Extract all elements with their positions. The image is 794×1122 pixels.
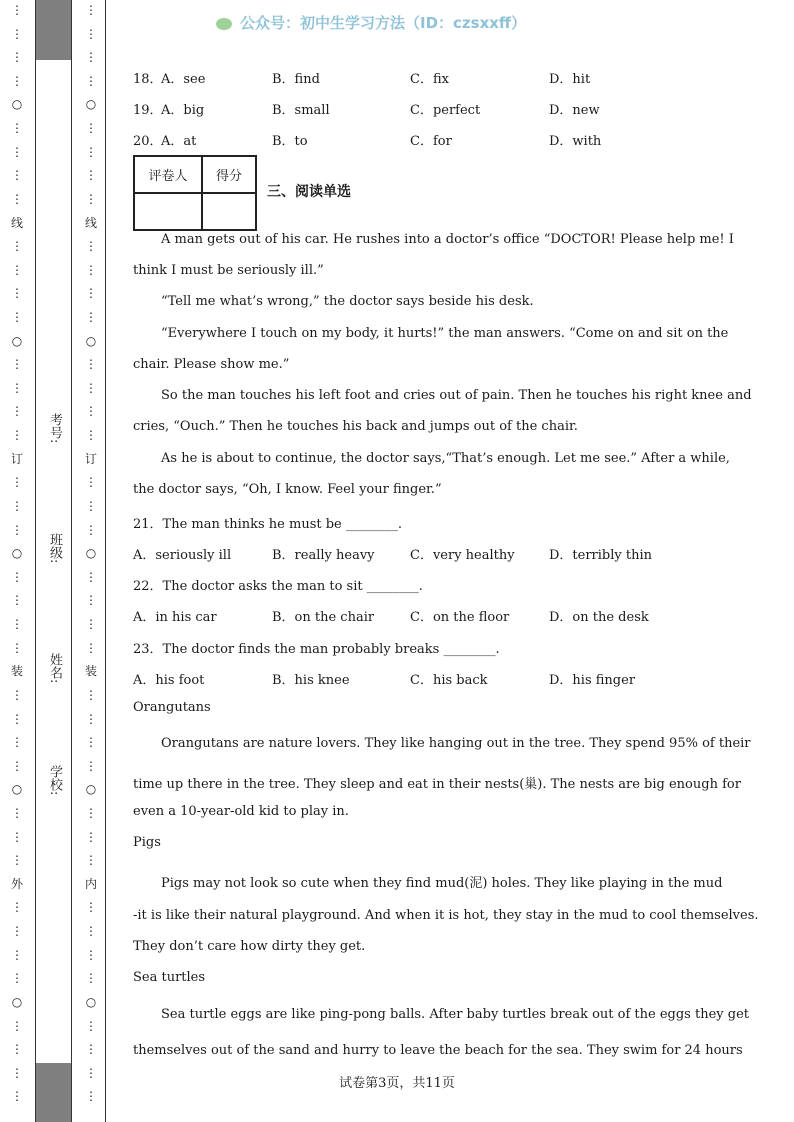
passage-line: chair. Please show me.” [133, 357, 290, 372]
binding-mark: ⋮ [11, 498, 23, 513]
binding-mark: 线 [10, 215, 23, 230]
binding-mark: ⋮ [85, 569, 97, 584]
passage-line: time up there in the tree. They sleep and eat in their nests(巢). The nests are big enough for [133, 777, 741, 792]
binding-mark: ○ [11, 546, 23, 561]
page-margin-line [105, 0, 106, 1122]
binding-mark: ⋮ [85, 404, 97, 419]
score-header: 得分 [202, 156, 256, 193]
passage-line: themselves out of the sand and hurry to leave the beach for the sea. They swim for 24 hours [133, 1043, 743, 1058]
binding-mark: ○ [85, 782, 97, 797]
binding-mark: ○ [85, 333, 97, 348]
binding-mark: ⋮ [11, 239, 23, 254]
binding-mark: ⋮ [85, 310, 97, 325]
binding-mark: ⋮ [11, 3, 23, 17]
binding-mark: 装 [84, 664, 97, 679]
binding-mark: ⋮ [85, 735, 97, 750]
binding-mark: ⋮ [11, 1065, 23, 1080]
binding-mark: ⋮ [85, 853, 97, 868]
binding-mark: ⋮ [11, 593, 23, 608]
binding-mark: ⋮ [85, 262, 97, 277]
passage-line: “Everywhere I touch on my body, it hurts!” the man answers. “Come on and sit on the [161, 326, 729, 341]
binding-mark: ⋮ [85, 73, 97, 88]
binding-mark: ⋮ [11, 1018, 23, 1033]
class-label: 班级: [47, 533, 62, 564]
binding-mark: ⋮ [11, 191, 23, 206]
binding-mark: ⋮ [11, 758, 23, 773]
passage-line: So the man touches his left foot and cries out of pain. Then he touches his right knee and [161, 388, 752, 403]
binding-mark: ⋮ [85, 121, 97, 136]
subheading-sea-turtles: Sea turtles [133, 970, 206, 985]
binding-mark: 内 [84, 876, 97, 891]
binding-mark: 订 [10, 451, 23, 466]
outer-binding-line [9, 0, 25, 1122]
binding-mark: ⋮ [11, 900, 23, 915]
binding-mark: ⋮ [85, 947, 97, 962]
binding-border-left [35, 0, 36, 1122]
binding-mark: ⋮ [85, 50, 97, 65]
question-row: 20． A．at B．to C．for D．with [133, 134, 602, 149]
binding-mark: ⋮ [11, 829, 23, 844]
binding-mark: ⋮ [11, 50, 23, 65]
question-options: A．his foot B．his knee C．his back D．his finger [133, 673, 636, 688]
binding-mark: ○ [11, 782, 23, 797]
question-row: 18． A．see B．find C．fix D．hit [133, 72, 591, 87]
binding-mark: ⋮ [85, 687, 97, 702]
binding-mark: ⋮ [11, 735, 23, 750]
binding-mark: ⋮ [11, 357, 23, 372]
passage-line: As he is about to continue, the doctor says,“That’s enough. Let me see.” After a while, [161, 451, 730, 466]
binding-mark: ○ [11, 333, 23, 348]
binding-mark: ⋮ [85, 593, 97, 608]
binding-mark: ⋮ [11, 640, 23, 655]
binding-mark: 外 [10, 876, 23, 891]
binding-mark: ⋮ [85, 711, 97, 726]
question-row: 19． A．big B．small C．perfect D．new [133, 103, 600, 118]
binding-mark: ⋮ [11, 262, 23, 277]
binding-mark: 线 [84, 215, 97, 230]
binding-mark: ⋮ [85, 357, 97, 372]
exam-number-label: 考号: [47, 413, 62, 444]
binding-mark: ⋮ [11, 310, 23, 325]
question-stem: 22．The doctor asks the man to sit ________. [133, 579, 423, 594]
binding-mark: ⋮ [85, 144, 97, 159]
binding-mark: ○ [85, 97, 97, 112]
binding-mark: ⋮ [11, 1089, 23, 1104]
binding-mark: ⋮ [85, 475, 97, 490]
question-options: A．in his car B．on the chair C．on the floor D．on the desk [133, 610, 649, 625]
binding-mark: ○ [11, 994, 23, 1009]
binding-mark: ⋮ [85, 1018, 97, 1033]
binding-gray-band-top [35, 0, 71, 60]
binding-mark: ⋮ [85, 1042, 97, 1057]
binding-mark: ⋮ [11, 522, 23, 537]
binding-mark: ⋮ [11, 121, 23, 136]
question-stem: 23．The doctor finds the man probably breaks ________. [133, 642, 500, 657]
binding-mark: ⋮ [85, 758, 97, 773]
binding-mark: ⋮ [11, 947, 23, 962]
binding-mark: ⋮ [11, 404, 23, 419]
binding-mark: ⋮ [11, 711, 23, 726]
name-label: 姓名: [47, 653, 62, 684]
binding-mark: ⋮ [11, 475, 23, 490]
binding-mark: ⋮ [11, 73, 23, 88]
binding-mark: ⋮ [11, 924, 23, 939]
passage-line: cries, “Ouch.” Then he touches his back and jumps out of the chair. [133, 419, 578, 434]
binding-mark: ⋮ [85, 239, 97, 254]
binding-mark: ⋮ [85, 971, 97, 986]
binding-mark: ⋮ [11, 428, 23, 443]
binding-mark: ⋮ [85, 168, 97, 183]
passage-line: “Tell me what’s wrong,” the doctor says beside his desk. [161, 294, 534, 309]
wechat-icon [216, 18, 232, 30]
grader-header: 评卷人 [134, 156, 202, 193]
binding-mark: ⋮ [85, 924, 97, 939]
binding-mark: ⋮ [85, 522, 97, 537]
subheading-pigs: Pigs [133, 835, 161, 850]
question-options: A．seriously ill B．really heavy C．very healthy D．terribly thin [133, 548, 653, 563]
binding-mark: ⋮ [11, 168, 23, 183]
binding-mark: ○ [11, 97, 23, 112]
binding-mark: ⋮ [85, 805, 97, 820]
binding-mark: ⋮ [85, 617, 97, 632]
binding-mark: 订 [84, 451, 97, 466]
binding-mark: ⋮ [11, 144, 23, 159]
question-stem: 21．The man thinks he must be ________. [133, 517, 403, 532]
binding-mark: ⋮ [85, 380, 97, 395]
binding-mark: 装 [10, 664, 23, 679]
passage-line: They don’t care how dirty they get. [133, 939, 366, 954]
binding-mark: ⋮ [85, 286, 97, 301]
section-title: 三、阅读单选 [267, 184, 351, 200]
binding-mark: ○ [85, 546, 97, 561]
passage-line: Sea turtle eggs are like ping-pong balls. After baby turtles break out of the eggs they get [161, 1007, 749, 1022]
binding-mark: ⋮ [11, 805, 23, 820]
binding-mark: ⋮ [85, 640, 97, 655]
passage-line: Pigs may not look so cute when they find mud(泥) holes. They like playing in the mud [161, 876, 723, 891]
binding-mark: ⋮ [11, 617, 23, 632]
binding-mark: ⋮ [11, 687, 23, 702]
binding-mark: ⋮ [11, 1042, 23, 1057]
binding-mark: ⋮ [85, 26, 97, 41]
binding-mark: ⋮ [85, 191, 97, 206]
watermark-header: 公众号：初中生学习方法（ID：czsxxff） [216, 12, 526, 33]
passage-line: Orangutans are nature lovers. They like hanging out in the tree. They spend 95% of their [161, 736, 751, 751]
binding-mark: ⋮ [85, 1065, 97, 1080]
binding-mark: ⋮ [11, 26, 23, 41]
binding-mark: ⋮ [11, 971, 23, 986]
binding-mark: ⋮ [85, 1089, 97, 1104]
binding-mark: ⋮ [85, 829, 97, 844]
binding-mark: ⋮ [85, 3, 97, 17]
binding-mark: ⋮ [11, 853, 23, 868]
school-label: 学校: [47, 765, 62, 796]
inner-binding-line [83, 0, 99, 1122]
binding-mark: ⋮ [11, 286, 23, 301]
grader-cell [134, 193, 202, 230]
passage-line: think I must be seriously ill.” [133, 263, 324, 278]
passage-line: even a 10-year-old kid to play in. [133, 804, 349, 819]
page-footer: 试卷第3页，共11页 [339, 1076, 455, 1091]
score-box [133, 155, 257, 231]
passage-line: the doctor says, “Oh, I know. Feel your finger.” [133, 482, 442, 497]
binding-mark: ⋮ [11, 569, 23, 584]
passage-line: A man gets out of his car. He rushes into a doctor’s office “DOCTOR! Please help me! I [161, 232, 734, 247]
binding-mark: ⋮ [11, 380, 23, 395]
passage-line: -it is like their natural playground. And when it is hot, they stay in the mud to cool themselves. [133, 908, 759, 923]
binding-mark: ⋮ [85, 498, 97, 513]
binding-mark: ⋮ [85, 428, 97, 443]
score-cell [202, 193, 256, 230]
binding-border-right [71, 0, 72, 1122]
binding-mark: ○ [85, 994, 97, 1009]
subheading-orangutans: Orangutans [133, 700, 211, 715]
binding-mark: ⋮ [85, 900, 97, 915]
